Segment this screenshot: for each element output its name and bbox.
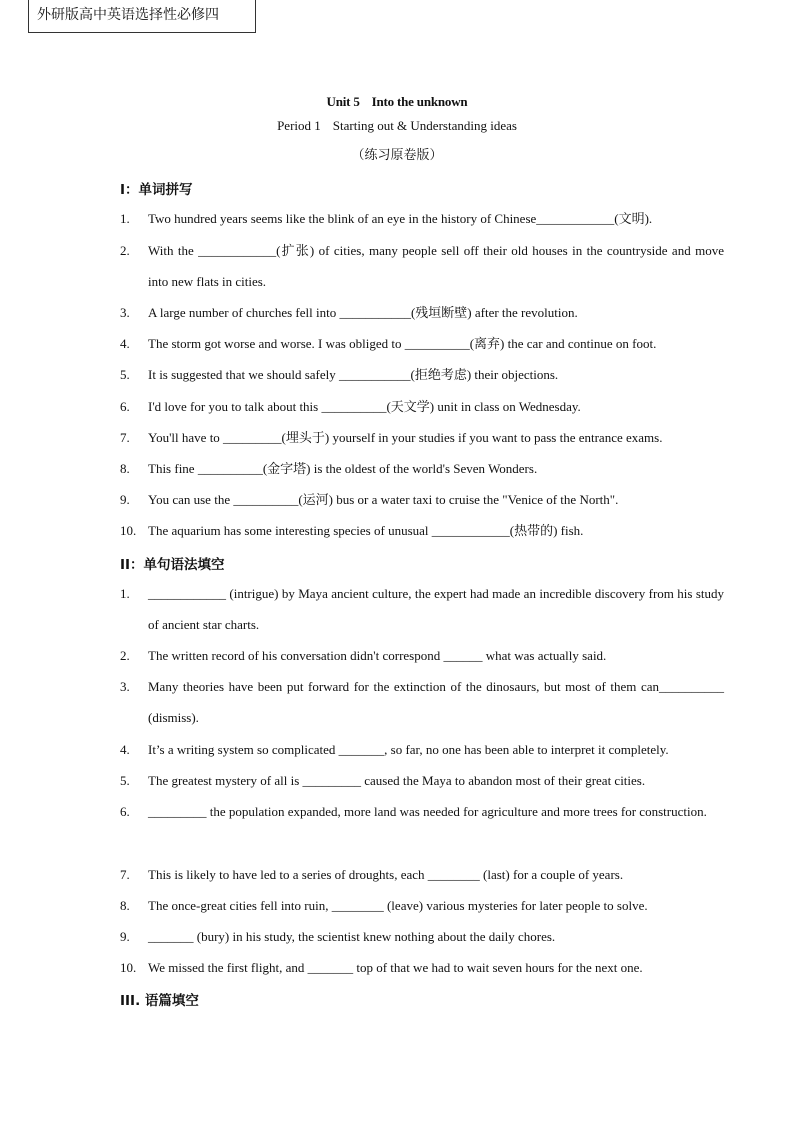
spelling-item (120, 391, 724, 422)
item-text: A large number of churches fell into ___________(残垣断壁) after the revolution. (148, 305, 578, 320)
item-number: 3. (120, 679, 130, 694)
grammar-item (120, 921, 724, 952)
item-text: The greatest mystery of all is _________ caused the Maya to abandon most of their great cities. (148, 773, 646, 788)
document-series-label: 外研版高中英语选择性必修四 (28, 0, 256, 33)
item-number: 6. (120, 804, 130, 819)
grammar-item (120, 578, 724, 640)
spelling-item (120, 515, 724, 546)
item-text: This is likely to have led to a series of droughts, each ________ (last) for a couple of years. (148, 867, 624, 882)
section-title-cloze: III. 语篇填空 (120, 993, 199, 1009)
spelling-item (120, 297, 724, 328)
item-text: _______ (bury) in his study, the scientist knew nothing about the daily chores. (148, 929, 556, 944)
item-number: 5. (120, 367, 130, 382)
item-text: You'll have to _________(埋头于) yourself in your studies if you want to pass the entrance exams. (148, 430, 663, 445)
item-number: 7. (120, 430, 130, 445)
spelling-item (120, 359, 724, 390)
item-text: We missed the first flight, and _______ top of that we had to wait seven hours for the next one. (148, 960, 643, 975)
item-number: 5. (120, 773, 130, 788)
item-number: 6. (120, 399, 130, 414)
item-text: This fine __________(金字塔) is the oldest of the world's Seven Wonders. (148, 461, 538, 476)
item-text: It is suggested that we should safely ___________(拒绝考虑) their objections. (148, 367, 559, 382)
item-number: 4. (120, 742, 130, 757)
item-text: The written record of his conversation didn't correspond ______ what was actually said. (148, 648, 607, 663)
item-text: _________ the population expanded, more land was needed for agriculture and more trees for construction. (148, 804, 707, 819)
section-title-grammar: II：单句语法填空 (120, 557, 225, 573)
spelling-item (120, 422, 724, 453)
grammar-item (120, 890, 724, 921)
item-text: The once-great cities fell into ruin, ________ (leave) various mysteries for later people to solve. (148, 898, 648, 913)
period-title: Starting out & Understanding ideas (332, 118, 517, 133)
grammar-item (120, 640, 724, 671)
spelling-item (120, 484, 724, 515)
item-number: 4. (120, 336, 130, 351)
unit-number: Unit 5 (326, 94, 360, 109)
item-number: 10. (120, 960, 137, 975)
item-number: 9. (120, 492, 130, 507)
item-text: The aquarium has some interesting species of unusual ____________(热带的) fish. (148, 523, 584, 538)
unit-title: Into the unknown (371, 94, 468, 109)
item-text: ____________ (intrigue) by Maya ancient culture, the expert had made an incredible discovery from his study of ancient star charts. (148, 586, 724, 632)
item-text: The storm got worse and worse. I was obliged to __________(离弃) the car and continue on foot. (148, 336, 657, 351)
grammar-item (120, 796, 724, 827)
spelling-item (120, 235, 724, 297)
spelling-item (120, 453, 724, 484)
period-heading (0, 118, 794, 134)
item-number: 9. (120, 929, 130, 944)
grammar-item (120, 765, 724, 796)
item-text: I'd love for you to talk about this __________(天文学) unit in class on Wednesday. (148, 399, 581, 414)
section-title-spelling: I：单词拼写 (120, 182, 193, 198)
item-number: 7. (120, 867, 130, 882)
unit-heading (0, 94, 794, 110)
spelling-item (120, 203, 724, 234)
item-number: 8. (120, 898, 130, 913)
item-number: 10. (120, 523, 137, 538)
item-number: 2. (120, 243, 130, 258)
item-number: 3. (120, 305, 130, 320)
grammar-item (120, 859, 724, 890)
item-text: With the ____________(扩张) of cities, many people sell off their old houses in the countryside and move into new flats in cities. (148, 243, 724, 289)
item-number: 1. (120, 586, 130, 601)
version-label: （练习原卷版） (351, 148, 443, 163)
item-text: It’s a writing system so complicated _______, so far, no one has been able to interpret it completely. (148, 742, 669, 757)
item-number: 8. (120, 461, 130, 476)
item-text: You can use the __________(运河) bus or a water taxi to cruise the "Venice of the North". (148, 492, 619, 507)
item-text: Two hundred years seems like the blink of an eye in the history of Chinese____________(文明). (148, 211, 653, 226)
grammar-item (120, 952, 724, 983)
period-number: Period 1 (277, 118, 321, 133)
spelling-item (120, 328, 724, 359)
item-text: Many theories have been put forward for the extinction of the dinosaurs, but most of them can__________ (dismiss). (148, 679, 724, 725)
grammar-item (120, 734, 724, 765)
item-number: 2. (120, 648, 130, 663)
item-number: 1. (120, 211, 130, 226)
grammar-item (120, 671, 724, 733)
